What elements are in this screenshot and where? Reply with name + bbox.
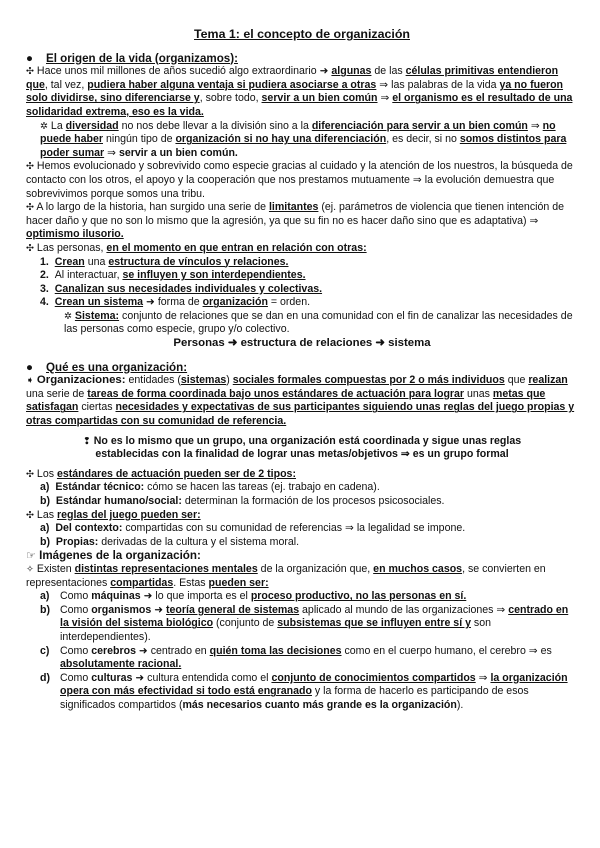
- list-item: b) Como organismos ➜ teoría general de sistemas aplicado al mundo de las organizaciones ⇒ centrado en la visión del sistema biológico (conjunto de subsistemas que se influyen entre sí y son interdependientes).: [40, 603, 569, 643]
- list-item: 4. Crean un sistema ➜ forma de organización = orden.: [40, 296, 311, 309]
- paragraph: ✣ A lo largo de la historia, han surgido una serie de limitantes (ej. parámetros de violencia que tienen intención de hacer daño y que no son lo mismo que la agresión, ya que su fin no es hacer daño sino que es adaptativa) ⇒ optimismo ilusorio.: [26, 201, 564, 241]
- paragraph: ✣ Las personas, en el momento en que entran en relación con otras:: [26, 241, 367, 254]
- list-item: a) Estándar técnico: cómo se hacen las tareas (ej. trabajo en cadena).: [40, 481, 380, 494]
- bullet-dot-icon: ●: [26, 51, 34, 65]
- paragraph: ✲ La diversidad no nos debe llevar a la división sino a la diferenciación para servir a un bien común ⇒ no puede haber ningún tipo de organización si no hay una diferenciación, es decir, si no somos distintos para poder sumar ⇒ servir a un bien común.: [40, 119, 567, 159]
- cross-bullet-icon: ✣: [26, 66, 34, 78]
- definition-sistema: ✲ Sistema: conjunto de relaciones que se dan en una comunidad con el fin de canalizar las necesidades de las personas como especie, grupo y/o colectivo.: [64, 309, 573, 336]
- diamond-star-icon: ✧: [26, 563, 34, 575]
- list-item: a) Como máquinas ➜ lo que importa es el proceso productivo, no las personas en sí.: [40, 590, 467, 603]
- section-heading-organizacion: ● Qué es una organización:: [26, 360, 188, 374]
- star-bullet-icon: ✲: [40, 120, 48, 132]
- list-item: a) Del contexto: compartidas con su comunidad de referencias ⇒ la legalidad se impone.: [40, 522, 466, 535]
- lettered-list: [26, 481, 578, 508]
- paragraph: ✧ Existen distintas representaciones mentales de la organización que, en muchos casos, se convierten en representaciones compartidas. Estas pueden ser:: [26, 562, 546, 589]
- cross-bullet-icon: ✣: [26, 468, 34, 480]
- section-heading-origen: ● El origen de la vida (organizamos):: [26, 51, 238, 65]
- lettered-list: [26, 590, 578, 712]
- cross-bullet-icon: ✣: [26, 161, 34, 173]
- list-item: 3. Canalizan sus necesidades individuales y colectivas.: [40, 282, 323, 295]
- paragraph: ✣ Hace unos mil millones de años sucedió algo extraordinario ➜ algunas de las células primitivas entendieron que, tal vez, pudiera haber alguna ventaja si pudiera asociarse a otras ⇒ las palabras de la vida ya no fueron solo dividirse, sino diferenciarse y, sobre todo, servir a un bien común ⇒ el organismo es el resultado de una solidaridad extrema, eso es la vida.: [26, 65, 573, 118]
- page-title: Tema 1: el concepto de organización: [194, 27, 410, 41]
- cross-bullet-icon: ✣: [26, 202, 34, 214]
- numbered-list: [26, 256, 578, 338]
- section-heading-imagenes: ☞ Imágenes de la organización:: [26, 549, 201, 563]
- cross-bullet-icon: ✣: [26, 509, 34, 521]
- cross-bullet-icon: ✣: [26, 242, 34, 254]
- paragraph: ✣ Hemos evolucionado y sobrevivido como especie gracias al cuidado y la atención de los nuestros, la búsqueda de contacto con los otros, el apoyo y la cooperación que nos prestamos mutuamente ⇒ la evolución demuestra que sobrevivimos porque somos una tribu.: [26, 160, 573, 200]
- list-item: b) Propias: derivadas de la cultura y el sistema moral.: [40, 535, 300, 548]
- list-item: 1. Crean una estructura de vínculos y relaciones.: [40, 255, 289, 268]
- paragraph: ✣ Los estándares de actuación pueden ser de 2 tipos:: [26, 467, 296, 480]
- paragraph: ➧ Organizaciones: entidades (sistemas) sociales formales compuestas por 2 o más individuos que realizan una serie de tareas de forma coordinada bajo unos estándares de actuación para lograr unas metas que satisfagan ciertas necesidades y expectativas de sus participantes siguiendo unas reglas del juego propias y otras compartidas con su comunidad de referencia.: [26, 374, 575, 428]
- list-item: 2. Al interactuar, se influyen y son interdependientes.: [40, 269, 306, 282]
- list-item: c) Como cerebros ➜ centrado en quién toma las decisiones como en el cuerpo humano, el cerebro ⇒ es absolutamente racional.: [40, 644, 552, 671]
- summary-line: Personas ➜ estructura de relaciones ➜ sistema: [173, 337, 431, 350]
- note: ❢ No es lo mismo que un grupo, una organización está coordinada y sigue unas reglas establecidas con la finalidad de lograr unas metas/objetivos ⇒ es un grupo formal: [82, 434, 522, 461]
- pointing-hand-icon: ☞: [26, 549, 36, 563]
- bullet-dot-icon: ●: [26, 360, 34, 374]
- exclamation-icon: ❢: [82, 435, 91, 447]
- star-bullet-icon: ✲: [64, 310, 72, 322]
- paragraph: ✣ Las reglas del juego pueden ser:: [26, 508, 201, 521]
- list-item: d) Como culturas ➜ cultura entendida como el conjunto de conocimientos compartidos ⇒ la organización opera con más efectividad si todo está engranado y la forma de hacerlo es participando de esos significados compartidos (más necesarios cuanto más grande es la organización).: [40, 671, 568, 711]
- list-item: b) Estándar humano/social: determinan la formación de los procesos psicosociales.: [40, 495, 445, 507]
- lettered-list: [26, 522, 578, 549]
- arrow-bullet-icon: ➧: [26, 375, 34, 387]
